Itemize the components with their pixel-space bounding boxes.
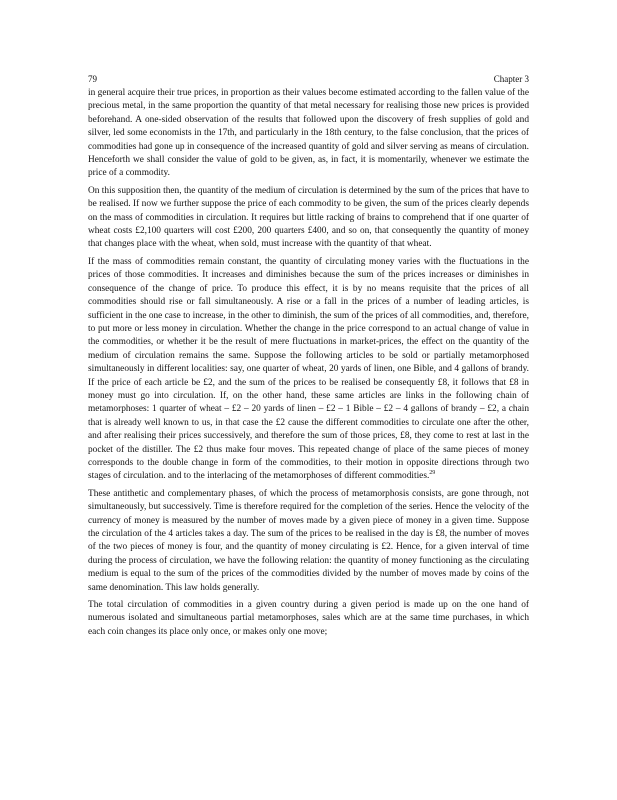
page-number: 79 xyxy=(88,74,97,84)
document-page xyxy=(88,74,529,643)
footnote-reference: 29 xyxy=(429,470,436,477)
paragraph-5 xyxy=(88,599,529,639)
paragraph-text: On this supposition then, the quantity of the medium of circulation is determined by the sum of the prices that have to be realised. If now we further suppose the price of each commodity to be given, the sum of the prices clearly depends on the mass of commodities in circulation. It requires but little racking of brains to comprehend that if one quarter of wheat costs £2,100 quarters will cost £200, 200 quarters £400, and so on, that consequently the quantity of money that changes place with the wheat, when sold, must increase with the quantity of that wheat. xyxy=(88,185,529,250)
paragraph-1 xyxy=(88,87,529,181)
paragraph-text: in general acquire their true prices, in proportion as their values become estimated according to the fallen value of the precious metal, in the same proportion the quantity of that metal necessary for realising those new prices is provided beforehand. A one-sided observation of the results that followed upon the discovery of fresh supplies of gold and silver, led some economists in the 17th, and particularly in the 18th century, to the false conclusion, that the prices of commodities had gone up in consequence of the increased quantity of gold and silver serving as means of circulation. Henceforth we shall consider the value of gold to be given, as, in fact, it is momentarily, whenever we estimate the price of a commodity. xyxy=(88,88,529,179)
chapter-title: Chapter 3 xyxy=(493,74,529,84)
running-header xyxy=(88,74,529,85)
paragraph-4 xyxy=(88,488,529,595)
paragraph-text: The total circulation of commodities in a given country during a given period is made up on the one hand of numerous isolated and simultaneous partial metamorphoses, sales which are at the same time purchases, in which each coin changes its place only once, or makes only one move; xyxy=(88,600,529,637)
paragraph-2 xyxy=(88,185,529,252)
paragraph-text: These antithetic and complementary phases, of which the process of metamorphosis consists, are gone through, not simultaneously, but successively. Time is therefore required for the completion of the series. Hence the velocity of the currency of money is measured by the number of moves made by a given piece of money in a given time. Suppose the circulation of the 4 articles takes a day. The sum of the prices to be realised in the day is £8, the number of moves of the two pieces of money is four, and the quantity of money circulating is £2. Hence, for a given interval of time during the process of circulation, we have the following relation: the quantity of money functioning as the circulating medium is equal to the sum of the prices of the commodities divided by the number of moves made by coins of the same denomination. This law holds generally. xyxy=(88,488,529,593)
paragraph-text: If the mass of commodities remain constant, the quantity of circulating money varies with the fluctuations in the prices of those commodities. It increases and diminishes because the sum of the prices increases or diminishes in consequence of the change of price. To produce this effect, it is by no means requisite that the prices of all commodities should rise or fall simultaneously. A rise or a fall in the prices of a number of leading articles, is sufficient in the one case to increase, in the other to diminish, the sum of the prices of all commodities, and, therefore, to put more or less money in circulation. Whether the change in the price correspond to an actual change of value in the commodities, or whether it be the result of mere fluctuations in market-prices, the effect on the quantity of the medium of circulation remains the same. Suppose the following articles to be sold or partially metamorphosed simultaneously in different localities: say, one quarter of wheat, 20 yards of linen, one Bible, and 4 gallons of brandy. If the price of each article be £2, and the sum of the prices to be realised be consequently £8, it follows that £8 in money must go into circulation. If, on the other hand, these same articles are links in the following chain of metamorphoses: 1 quarter of wheat – £2 – 20 yards of linen – £2 – 1 Bible – £2 – 4 gallons of brandy – £2, a chain that is already well known to us, in that case the £2 cause the different commodities to circulate one after the other, and after realising their prices successively, and therefore the sum of those prices, £8, they come to rest at last in the pocket of the distiller. The £2 thus make four moves. This repeated change of place of the same pieces of money corresponds to the double change in form of the commodities, to their motion in opposite directions through two stages of circulation. and to the interlacing of the metamorphoses of different commodities. xyxy=(88,256,529,482)
paragraph-3 xyxy=(88,256,529,484)
